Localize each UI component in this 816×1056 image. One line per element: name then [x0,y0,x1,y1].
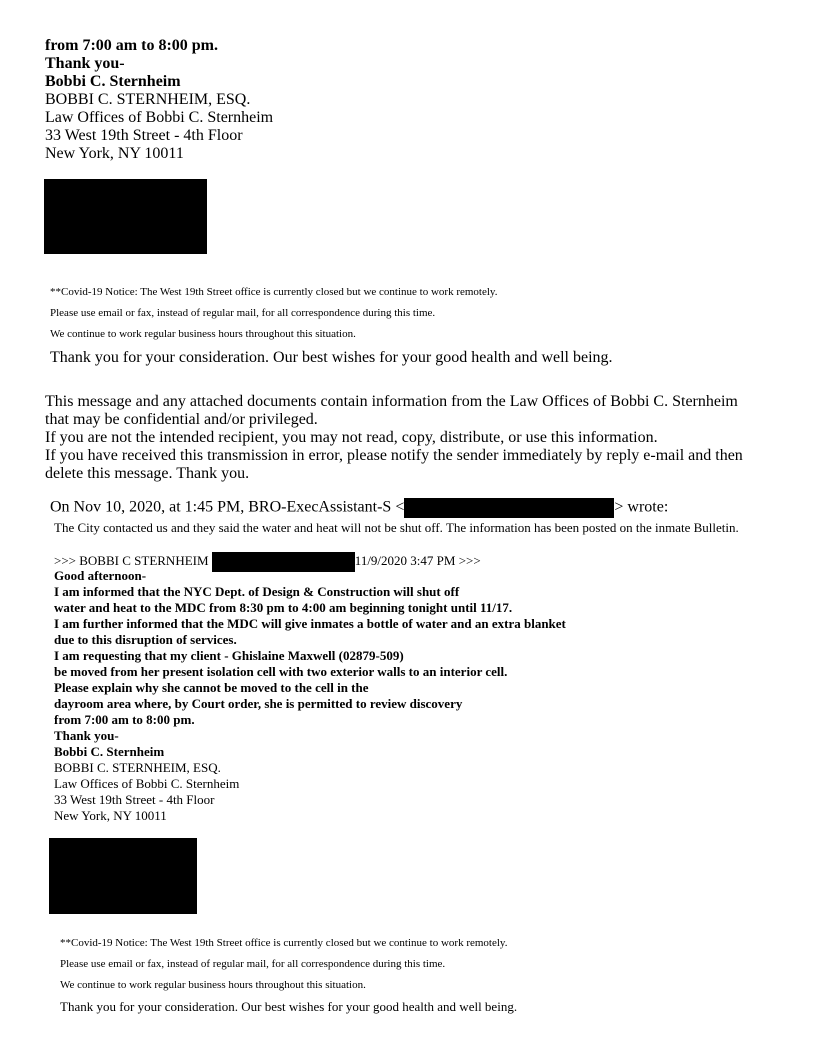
sig-firm: Law Offices of Bobbi C. Sternheim [45,109,274,126]
thanks-line: Thank you for your consideration. Our best wishes for your good health and well being. [50,349,613,366]
disclaimer-line: delete this message. Thank you. [45,465,250,482]
sig-line: Thank you- [45,55,125,72]
quoted-line: dayroom area where, by Court order, she is permitted to review discovery [54,696,463,711]
covid-notice-line: **Covid-19 Notice: The West 19th Street office is currently closed but we continue to work remotely. [50,286,498,298]
disclaimer-line: If you have received this transmission in error, please notify the sender immediately by reply e-mail and then [45,447,743,464]
disclaimer-line: This message and any attached documents contain information from the Law Offices of Bobbi C. Sternheim [45,393,738,410]
reply-header-suffix: > wrote: [614,498,669,516]
quoted-line: Good afternoon- [54,568,147,583]
quoted-line: be moved from her present isolation cell with two exterior walls to an interior cell. [54,664,508,679]
quoted-sig-address: 33 West 19th Street - 4th Floor [54,792,215,807]
quoted-sig-firm: Law Offices of Bobbi C. Sternheim [54,776,240,791]
quoted-line: from 7:00 am to 8:00 pm. [54,712,195,727]
disclaimer-line: that may be confidential and/or privileged. [45,411,318,428]
redaction-block [44,179,207,254]
quoted-header-prefix: >>> BOBBI C STERNHEIM [54,552,209,568]
sig-city: New York, NY 10011 [45,145,184,162]
quoted-sig-title: BOBBI C. STERNHEIM, ESQ. [54,760,221,775]
quoted-line: I am further informed that the MDC will give inmates a bottle of water and an extra blanket [54,616,566,631]
redacted-email [212,552,355,572]
sig-line: from 7:00 am to 8:00 pm. [45,37,219,54]
quoted-line: Thank you- [54,728,119,743]
reply-header [50,498,668,518]
sig-title: BOBBI C. STERNHEIM, ESQ. [45,91,251,108]
quoted-line: Please explain why she cannot be moved to the cell in the [54,680,369,695]
thanks-line: Thank you for your consideration. Our best wishes for your good health and well being. [60,999,518,1014]
quoted-sig-name: Bobbi C. Sternheim [54,744,165,759]
quoted-header-suffix: 11/9/2020 3:47 PM >>> [354,552,481,568]
redacted-email [404,498,614,518]
covid-notice-line: **Covid-19 Notice: The West 19th Street office is currently closed but we continue to work remotely. [60,937,508,949]
covid-notice-line: We continue to work regular business hours throughout this situation. [50,328,356,340]
reply-body: The City contacted us and they said the water and heat will not be shut off. The information has been posted on the inmate Bulletin. [54,520,739,535]
reply-header-prefix: On Nov 10, 2020, at 1:45 PM, BRO-ExecAssistant-S < [50,498,405,516]
quoted-line: water and heat to the MDC from 8:30 pm to 4:00 am beginning tonight until 11/17. [54,600,513,615]
covid-notice-line: We continue to work regular business hours throughout this situation. [60,979,366,991]
covid-notice-line: Please use email or fax, instead of regular mail, for all correspondence during this time. [50,307,436,319]
quoted-sig-city: New York, NY 10011 [54,808,167,823]
quoted-line: I am informed that the NYC Dept. of Design & Construction will shut off [54,584,460,599]
redaction-block [49,838,197,914]
sig-address: 33 West 19th Street - 4th Floor [45,127,243,144]
covid-notice-line: Please use email or fax, instead of regular mail, for all correspondence during this time. [60,958,446,970]
quoted-line: due to this disruption of services. [54,632,237,647]
sig-name: Bobbi C. Sternheim [45,73,181,90]
disclaimer-line: If you are not the intended recipient, you may not read, copy, distribute, or use this information. [45,429,658,446]
quoted-line: I am requesting that my client - Ghislaine Maxwell (02879-509) [54,648,404,663]
